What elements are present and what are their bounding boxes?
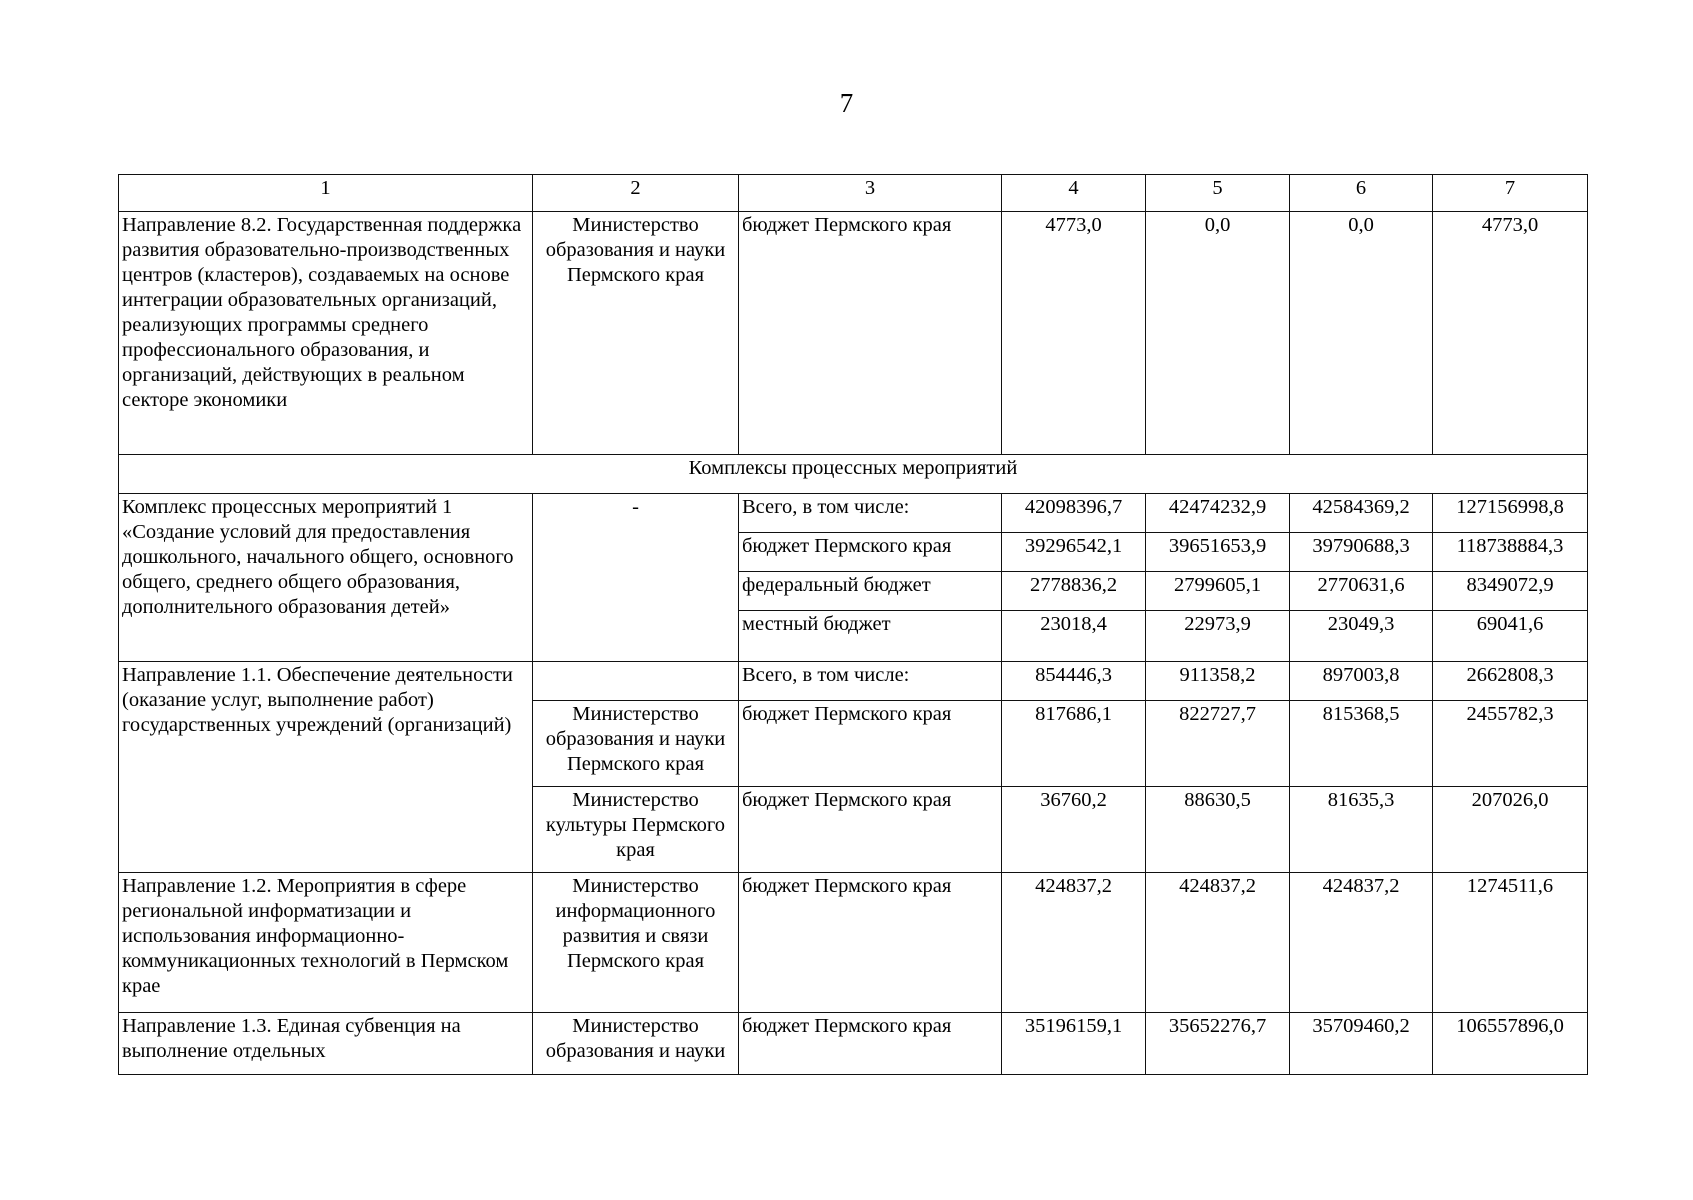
row-executor: Министерство культуры Пермского края [533,787,739,873]
row-value-5: 0,0 [1146,212,1290,455]
row-value-5: 22973,9 [1146,611,1290,662]
row-source: Всего, в том числе: [739,494,1002,533]
row-value-4: 23018,4 [1002,611,1146,662]
row-executor: - [533,494,739,662]
row-value-5: 39651653,9 [1146,533,1290,572]
table-row [119,873,1588,1013]
row-name: Направление 8.2. Государственная поддержка развития образовательно-производственных центров (кластеров), создаваемых на основе интеграции образовательных организаций, реализующих программы среднего профессионального образования, и организаций, действующих в реальном секторе экономики [119,212,533,455]
table-row [119,494,1588,533]
row-value-4: 35196159,1 [1002,1013,1146,1075]
row-value-5: 911358,2 [1146,662,1290,701]
row-value-4: 2778836,2 [1002,572,1146,611]
row-value-7: 2455782,3 [1433,701,1588,787]
row-source: бюджет Пермского края [739,1013,1002,1075]
header-col-5: 5 [1146,175,1290,212]
row-executor: Министерство информационного развития и связи Пермского края [533,873,739,1013]
row-value-7: 2662808,3 [1433,662,1588,701]
row-source: местный бюджет [739,611,1002,662]
row-executor [533,662,739,701]
row-value-6: 2770631,6 [1290,572,1433,611]
row-value-5: 822727,7 [1146,701,1290,787]
row-value-6: 35709460,2 [1290,1013,1433,1075]
row-value-6: 897003,8 [1290,662,1433,701]
row-value-4: 4773,0 [1002,212,1146,455]
row-value-4: 424837,2 [1002,873,1146,1013]
row-value-6: 42584369,2 [1290,494,1433,533]
row-name: Комплекс процессных мероприятий 1 «Создание условий для предоставления дошкольного, начального общего, основного общего, среднего общего образования, дополнительного образования детей» [119,494,533,662]
table-row [119,212,1588,455]
row-source: бюджет Пермского края [739,873,1002,1013]
row-name: Направление 1.2. Мероприятия в сфере региональной информатизации и использования информационно-коммуникационных технологий в Пермском крае [119,873,533,1013]
row-value-4: 36760,2 [1002,787,1146,873]
row-value-4: 854446,3 [1002,662,1146,701]
row-value-4: 817686,1 [1002,701,1146,787]
row-value-7: 127156998,8 [1433,494,1588,533]
page-number: 7 [839,88,854,118]
header-col-6: 6 [1290,175,1433,212]
row-value-7: 118738884,3 [1433,533,1588,572]
header-row [119,175,1588,212]
row-value-7: 1274511,6 [1433,873,1588,1013]
row-value-7: 207026,0 [1433,787,1588,873]
row-value-5: 42474232,9 [1146,494,1290,533]
row-value-6: 81635,3 [1290,787,1433,873]
table-row [119,662,1588,701]
row-value-7: 8349072,9 [1433,572,1588,611]
row-value-4: 39296542,1 [1002,533,1146,572]
row-executor: Министерство образования и науки Пермского края [533,701,739,787]
row-source: Всего, в том числе: [739,662,1002,701]
row-name: Направление 1.1. Обеспечение деятельности (оказание услуг, выполнение работ) государственных учреждений (организаций) [119,662,533,873]
row-value-7: 4773,0 [1433,212,1588,455]
section-title: Комплексы процессных мероприятий [119,455,1588,494]
row-executor: Министерство образования и науки Пермского края [533,212,739,455]
row-value-6: 815368,5 [1290,701,1433,787]
row-value-7: 69041,6 [1433,611,1588,662]
header-col-4: 4 [1002,175,1146,212]
row-value-7: 106557896,0 [1433,1013,1588,1075]
row-source: бюджет Пермского края [739,212,1002,455]
row-value-5: 35652276,7 [1146,1013,1290,1075]
row-source: федеральный бюджет [739,572,1002,611]
section-row [119,455,1588,494]
row-source: бюджет Пермского края [739,787,1002,873]
row-value-4: 42098396,7 [1002,494,1146,533]
row-value-6: 0,0 [1290,212,1433,455]
row-value-5: 424837,2 [1146,873,1290,1013]
row-executor: Министерство образования и науки [533,1013,739,1075]
budget-table [118,174,1588,1075]
header-col-3: 3 [739,175,1002,212]
row-value-6: 424837,2 [1290,873,1433,1013]
row-value-6: 39790688,3 [1290,533,1433,572]
row-value-5: 88630,5 [1146,787,1290,873]
header-col-2: 2 [533,175,739,212]
row-source: бюджет Пермского края [739,533,1002,572]
row-name: Направление 1.3. Единая субвенция на выполнение отдельных [119,1013,533,1075]
table-row [119,1013,1588,1075]
row-source: бюджет Пермского края [739,701,1002,787]
row-value-6: 23049,3 [1290,611,1433,662]
header-col-1: 1 [119,175,533,212]
header-col-7: 7 [1433,175,1588,212]
row-value-5: 2799605,1 [1146,572,1290,611]
